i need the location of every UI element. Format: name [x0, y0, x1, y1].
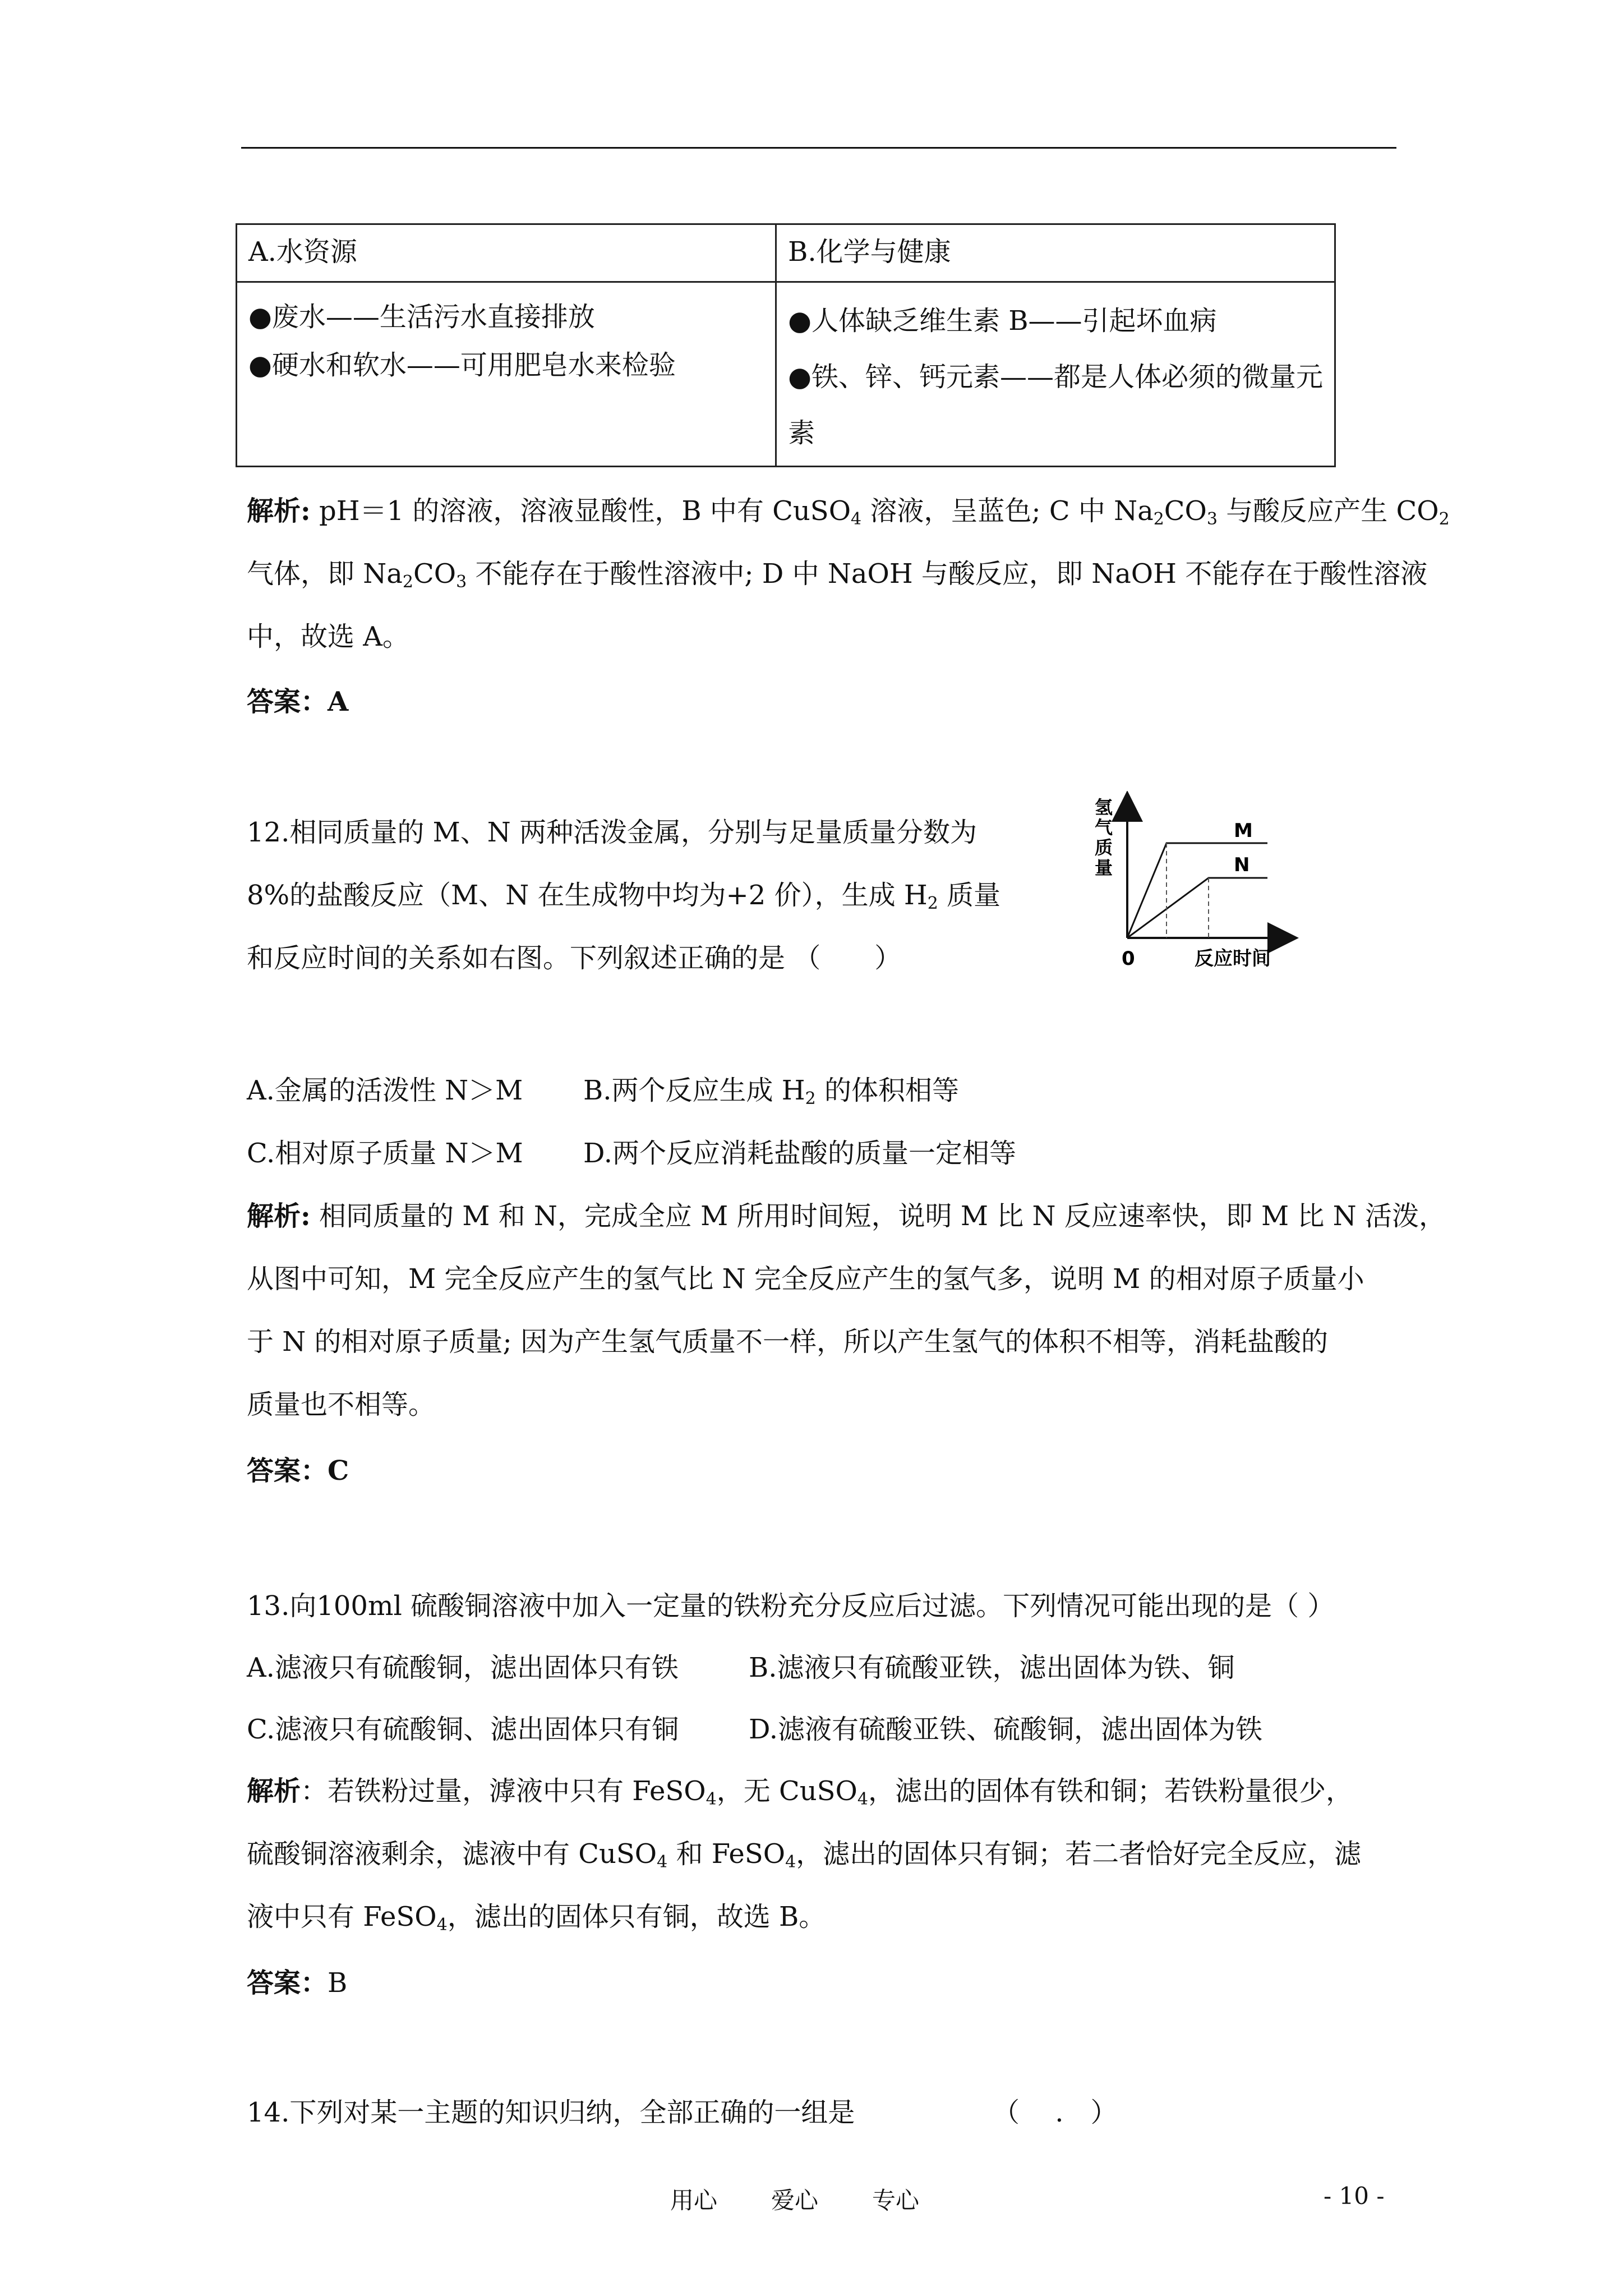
y-label-char: 氢 — [1095, 797, 1113, 818]
analysis-label: 解析: — [247, 495, 311, 527]
q13-option-c: C.滤液只有硫酸铜、滤出固体只有铜 — [247, 1714, 679, 1745]
table-cell-right — [776, 282, 1335, 467]
y-label-char: 质 — [1095, 837, 1113, 858]
q12-analysis-line: 于 N 的相对原子质量; 因为产生氢气质量不一样，所以产生氢气的体积不相等，消耗盐酸的 — [247, 1326, 1328, 1358]
q12-answer — [247, 1439, 349, 1502]
x-axis-label: 反应时间 — [1195, 947, 1271, 970]
q12-option-d: D.两个反应消耗盐酸的质量一定相等 — [583, 1138, 1017, 1169]
analysis-label: 解析 — [247, 1775, 301, 1807]
q14-stem: 14.下列对某一主题的知识归纳，全部正确的一组是 — [247, 2097, 855, 2128]
analysis-label: 解析: — [247, 1200, 311, 1232]
y-label-char: 量 — [1095, 857, 1113, 878]
q12-option-c: C.相对原子质量 N＞M — [247, 1138, 523, 1169]
q11-analysis-line: 气体，即 $Na_2CO_3$ 不能存在于酸性溶液中; D 中 NaOH 与酸反应，即 NaOH 不能存在于酸性溶液 — [247, 558, 1428, 592]
q13-stem: 13.向100ml 硫酸铜溶液中加入一定量的铁粉充分反应后过滤。下列情况可能出现的是（ ） — [247, 1590, 1335, 1622]
q13-analysis-line: 解析：若铁粉过量，滹液中只有 FeSO$_4$，无 CuSO$_4$，滤出的固体有铁和铜；若铁粉量很少， — [247, 1775, 1353, 1809]
origin-label: 0 — [1122, 947, 1135, 970]
answer-value: C — [328, 1455, 349, 1487]
q12-stem-line: 8%的盐酸反应（M、N 在生成物中均为+2 价），生成 $H_2$ 质量 — [247, 880, 1001, 913]
q12-stem-line: 和反应时间的关系如右图。下列叙述正确的是 （ ） — [247, 942, 902, 974]
q13-option-b: B.滤液只有硫酸亚铁，滤出固体为铁、铜 — [749, 1652, 1235, 1683]
q13-option-d: D.滤液有硫酸亚铁、硫酸铜，滤出固体为铁 — [749, 1714, 1263, 1745]
table-right-item: ●人体缺乏维生素 B——引起坏血病 — [788, 305, 1217, 337]
hydrogen-mass-graph — [1082, 791, 1324, 976]
q13-analysis-line: 硫酸铜溶液剩余，滤液中有 CuSO$_4$ 和 FeSO$_4$，滤出的固体只有铜；若二者恰好完全反应，滤 — [247, 1838, 1362, 1872]
answer-value: B — [328, 1967, 348, 1999]
answer-value: A — [328, 686, 349, 717]
table-header-left: A.水资源 — [237, 224, 776, 282]
footer-slogan-1: 用心 — [670, 2187, 718, 2214]
answer-label: 答案： — [247, 686, 328, 717]
series-n-label: N — [1234, 854, 1250, 876]
page-number: - 10 - — [1324, 2182, 1385, 2210]
q13-analysis-line: 液中只有 FeSO$_4$，滤出的固体只有铜，故选 B。 — [247, 1901, 826, 1935]
q11-analysis-line: 解析: pH＝1 的溶液，溶液显酸性，B 中有 CuSO$_4$ 溶液，呈蓝色; C 中 $Na_2CO_3$ 与酸反应产生 $CO_2$ — [247, 495, 1450, 529]
answer-label: 答案： — [247, 1455, 328, 1487]
q12-analysis-line: 质量也不相等。 — [247, 1389, 436, 1420]
q14-answer-paren: （ . ） — [993, 2097, 1118, 2128]
table-left-item: ●硬水和软水——可用肥皂水来检验 — [248, 349, 676, 381]
y-axis-label — [1095, 797, 1113, 878]
q12-stem-line: 12.相同质量的 M、N 两种活泼金属，分别与足量质量分数为 — [247, 817, 978, 848]
q12-option-b: B.两个反应生成 $H_2$ 的体积相等 — [583, 1075, 960, 1108]
y-label-char: 气 — [1095, 817, 1113, 838]
q12-analysis-line: 从图中可知，M 完全反应产生的氢气比 N 完全反应产生的氢气多，说明 M 的相对原子质量小 — [247, 1263, 1364, 1295]
answer-label: 答案： — [247, 1967, 328, 1999]
footer-slogan-2: 爱心 — [771, 2187, 819, 2214]
q12-analysis-line: 解析: 相同质量的 M 和 N，完成全应 M 所用时间短，说明 M 比 N 反应速率快，即 M 比 N 活泼， — [247, 1200, 1446, 1232]
table-left-item: ●废水——生活污水直接排放 — [248, 301, 595, 333]
header-rule — [241, 147, 1396, 149]
series-m-label: M — [1234, 820, 1253, 842]
q13-option-a: A.滤液只有硫酸铜，滤出固体只有铁 — [247, 1652, 679, 1683]
table-header-right: B.化学与健康 — [776, 224, 1335, 282]
table-cell-left — [237, 282, 776, 467]
q11-analysis-line: 中，故选 A。 — [247, 621, 409, 652]
knowledge-table — [236, 223, 1336, 467]
q11-answer — [247, 670, 348, 733]
q12-option-a: A.金属的活泼性 N＞M — [247, 1075, 523, 1106]
q13-answer — [247, 1952, 347, 2014]
table-right-item-wrap: 素 — [788, 417, 815, 449]
table-right-item: ●铁、锌、钙元素——都是人体必须的微量元 — [788, 361, 1323, 393]
footer-slogan-3: 专心 — [872, 2187, 920, 2214]
